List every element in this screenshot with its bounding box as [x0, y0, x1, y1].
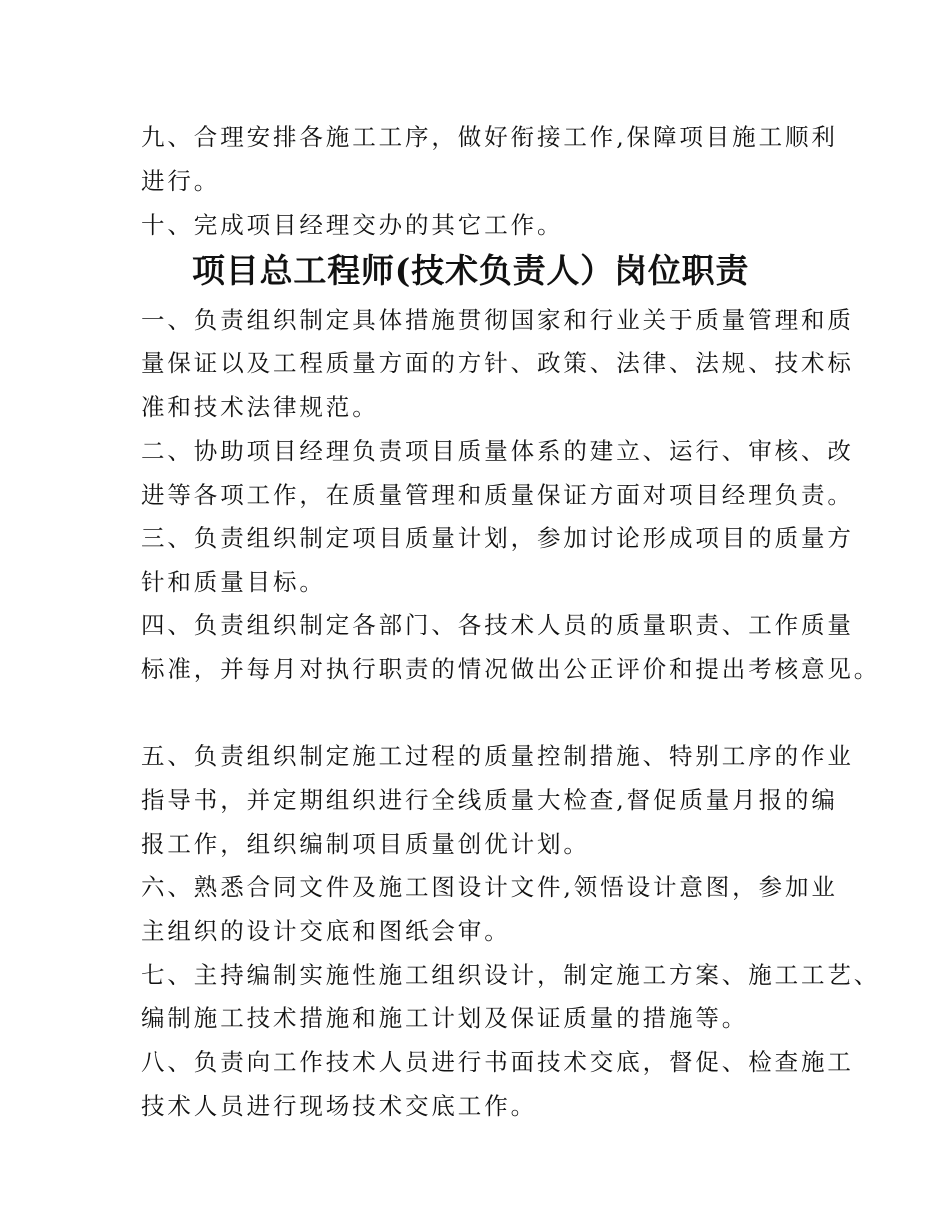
duty-5-line-1: 五、负责组织制定施工过程的质量控制措施、特别工序的作业 [141, 742, 854, 770]
duty-4-line-1: 四、负责组织制定各部门、各技术人员的质量职责、工作质量 [141, 611, 854, 639]
duty-6-line-1: 六、熟悉合同文件及施工图设计文件,领悟设计意图，参加业 [141, 873, 838, 901]
duty-4-line-2: 标准，并每月对执行职责的情况做出公正评价和提出考核意见。 [141, 655, 881, 683]
item-nine-line-1: 九、合理安排各施工工序，做好衔接工作,保障项目施工顺利 [141, 123, 838, 151]
duty-2-line-2: 进等各项工作，在质量管理和质量保证方面对项目经理负责。 [141, 481, 854, 509]
duty-6-line-2: 主组织的设计交底和图纸会审。 [141, 917, 511, 945]
duty-1-line-1: 一、负责组织制定具体措施贯彻国家和行业关于质量管理和质 [141, 306, 854, 334]
duty-1-line-2: 量保证以及工程质量方面的方针、政策、法律、法规、技术标 [141, 349, 854, 377]
section-title: 项目总工程师(技术负责人）岗位职责 [192, 251, 750, 290]
duty-7-line-1: 七、主持编制实施性施工组织设计，制定施工方案、施工工艺、 [141, 961, 881, 989]
duty-2-line-1: 二、协助项目经理负责项目质量体系的建立、运行、审核、改 [141, 437, 854, 465]
duty-8-line-1: 八、负责向工作技术人员进行书面技术交底，督促、检查施工 [141, 1048, 854, 1076]
duty-5-line-2: 指导书，并定期组织进行全线质量大检查,督促质量月报的编 [141, 786, 838, 814]
duty-7-line-2: 编制施工技术措施和施工计划及保证质量的措施等。 [141, 1004, 749, 1032]
duty-1-line-3: 准和技术法律规范。 [141, 393, 379, 421]
duty-3-line-2: 针和质量目标。 [141, 568, 326, 596]
item-nine-line-2: 进行。 [141, 167, 221, 195]
duty-5-line-3: 报工作，组织编制项目质量创优计划。 [141, 830, 590, 858]
duty-3-line-1: 三、负责组织制定项目质量计划，参加讨论形成项目的质量方 [141, 524, 854, 552]
item-ten-line-1: 十、完成项目经理交办的其它工作。 [141, 211, 564, 239]
duty-8-line-2: 技术人员进行现场技术交底工作。 [141, 1092, 537, 1120]
